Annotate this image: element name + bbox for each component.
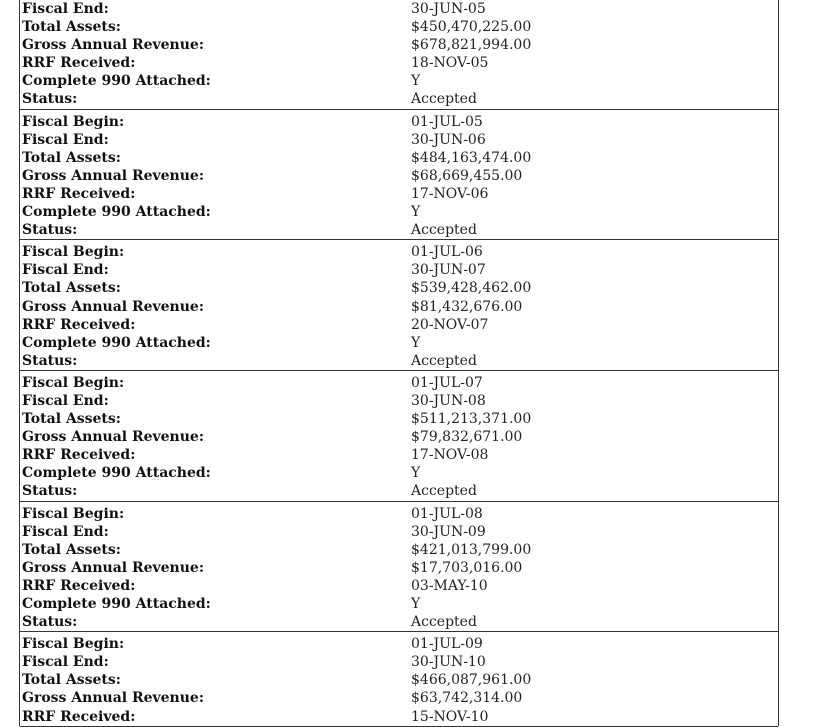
- field-value: $17,703,016.00: [411, 559, 523, 576]
- field-value: 30-JUN-09: [411, 523, 486, 540]
- field-value: 30-JUN-06: [411, 131, 486, 148]
- field-label: Fiscal End:: [22, 392, 109, 409]
- record-row: [20, 708, 778, 726]
- field-label: Fiscal End:: [22, 523, 109, 540]
- field-value: 18-NOV-05: [411, 55, 489, 72]
- record-row: [20, 446, 778, 464]
- field-label: Total Assets:: [22, 19, 121, 36]
- field-label: Gross Annual Revenue:: [22, 559, 204, 576]
- record-row: [20, 523, 778, 541]
- field-label: Fiscal Begin:: [22, 636, 125, 653]
- field-label: Complete 990 Attached:: [22, 334, 211, 351]
- field-label: Gross Annual Revenue:: [22, 37, 204, 54]
- record-row: [20, 689, 778, 707]
- record-row: [20, 392, 778, 410]
- field-value: $79,832,671.00: [411, 429, 523, 446]
- field-label: Status:: [22, 91, 78, 108]
- record-row: [20, 18, 778, 36]
- record-row: [20, 131, 778, 149]
- field-value: $466,087,961.00: [411, 672, 532, 689]
- field-value: 20-NOV-07: [411, 316, 489, 333]
- field-label: RRF Received:: [22, 708, 136, 725]
- field-label: Total Assets:: [22, 541, 121, 558]
- field-label: Fiscal End:: [22, 262, 109, 279]
- field-label: RRF Received:: [22, 55, 136, 72]
- field-label: Complete 990 Attached:: [22, 204, 211, 221]
- field-label: Total Assets:: [22, 149, 121, 166]
- record-row: [20, 72, 778, 90]
- field-value: Accepted: [411, 222, 477, 239]
- filing-record: [20, 110, 778, 241]
- field-value: Accepted: [411, 614, 477, 631]
- field-label: Total Assets:: [22, 411, 121, 428]
- field-value: 17-NOV-06: [411, 185, 489, 202]
- record-row: [20, 428, 778, 446]
- field-value: $63,742,314.00: [411, 690, 523, 707]
- field-value: $450,470,225.00: [411, 19, 532, 36]
- field-value: Y: [411, 465, 421, 482]
- field-value: 01-JUL-06: [411, 244, 483, 261]
- field-label: Status:: [22, 614, 78, 631]
- record-row: [20, 559, 778, 577]
- field-label: Fiscal Begin:: [22, 374, 125, 391]
- record-row: [20, 334, 778, 352]
- record-row: [20, 298, 778, 316]
- record-row: [20, 671, 778, 689]
- field-value: $68,669,455.00: [411, 167, 523, 184]
- field-value: Y: [411, 204, 421, 221]
- field-label: Status:: [22, 352, 78, 369]
- field-label: Fiscal End:: [22, 654, 109, 671]
- record-row: [20, 410, 778, 428]
- record-row: [20, 113, 778, 131]
- field-label: Complete 990 Attached:: [22, 596, 211, 612]
- field-value: $678,821,994.00: [411, 37, 532, 54]
- record-row: [20, 352, 778, 370]
- record-row: [20, 36, 778, 54]
- field-label: Fiscal Begin:: [22, 244, 125, 261]
- record-row: [20, 149, 778, 167]
- field-label: Fiscal End:: [22, 1, 109, 17]
- field-value: 30-JUN-05: [411, 1, 486, 17]
- field-label: Status:: [22, 483, 78, 500]
- field-label: Gross Annual Revenue:: [22, 298, 204, 315]
- field-label: RRF Received:: [22, 577, 136, 594]
- record-row: [20, 635, 778, 653]
- field-label: RRF Received:: [22, 447, 136, 464]
- record-row: [20, 541, 778, 559]
- field-label: Complete 990 Attached:: [22, 73, 211, 90]
- field-value: Y: [411, 334, 421, 351]
- field-value: $81,432,676.00: [411, 298, 523, 315]
- record-row: [20, 90, 778, 108]
- field-value: Accepted: [411, 483, 477, 500]
- field-value: 01-JUL-05: [411, 113, 483, 130]
- field-value: $539,428,462.00: [411, 280, 532, 297]
- field-label: RRF Received:: [22, 185, 136, 202]
- field-value: 15-NOV-10: [411, 708, 489, 725]
- field-value: 01-JUL-08: [411, 505, 483, 522]
- field-label: Fiscal Begin:: [22, 505, 125, 522]
- filing-history-table: [19, 0, 779, 726]
- record-row: [20, 185, 778, 203]
- record-row: [20, 595, 778, 613]
- record-row: [20, 279, 778, 297]
- field-value: $421,013,799.00: [411, 541, 532, 558]
- record-row: [20, 374, 778, 392]
- field-value: Accepted: [411, 91, 477, 108]
- field-label: Fiscal Begin:: [22, 113, 125, 130]
- filing-record: [20, 371, 778, 502]
- field-label: Total Assets:: [22, 280, 121, 297]
- field-label: Gross Annual Revenue:: [22, 690, 204, 707]
- field-value: Accepted: [411, 352, 477, 369]
- filing-record: [20, 0, 778, 110]
- record-row: [20, 505, 778, 523]
- field-value: 01-JUL-07: [411, 374, 483, 391]
- record-row: [20, 167, 778, 185]
- field-label: Gross Annual Revenue:: [22, 167, 204, 184]
- record-row: [20, 261, 778, 279]
- record-row: [20, 316, 778, 334]
- record-row: [20, 482, 778, 500]
- record-row: [20, 653, 778, 671]
- field-value: 01-JUL-09: [411, 636, 483, 653]
- record-row: [20, 613, 778, 631]
- field-label: Total Assets:: [22, 672, 121, 689]
- field-label: RRF Received:: [22, 316, 136, 333]
- field-label: Gross Annual Revenue:: [22, 429, 204, 446]
- field-value: 30-JUN-10: [411, 654, 486, 671]
- field-value: 03-MAY-10: [411, 577, 488, 594]
- record-row: [20, 221, 778, 239]
- filing-record: [20, 502, 778, 633]
- field-value: $511,213,371.00: [411, 411, 532, 428]
- record-row: [20, 0, 778, 18]
- field-value: 17-NOV-08: [411, 447, 489, 464]
- record-row: [20, 243, 778, 261]
- field-label: Fiscal End:: [22, 131, 109, 148]
- record-row: [20, 54, 778, 72]
- field-label: Status:: [22, 222, 78, 239]
- filing-record: [20, 240, 778, 371]
- field-label: Complete 990 Attached:: [22, 465, 211, 482]
- record-row: [20, 464, 778, 482]
- field-value: 30-JUN-07: [411, 262, 486, 279]
- field-value: $484,163,474.00: [411, 149, 532, 166]
- record-row: [20, 577, 778, 595]
- field-value: 30-JUN-08: [411, 392, 486, 409]
- field-value: Y: [411, 73, 421, 90]
- field-value: Y: [411, 596, 421, 612]
- record-row: [20, 203, 778, 221]
- filing-record: [20, 632, 778, 726]
